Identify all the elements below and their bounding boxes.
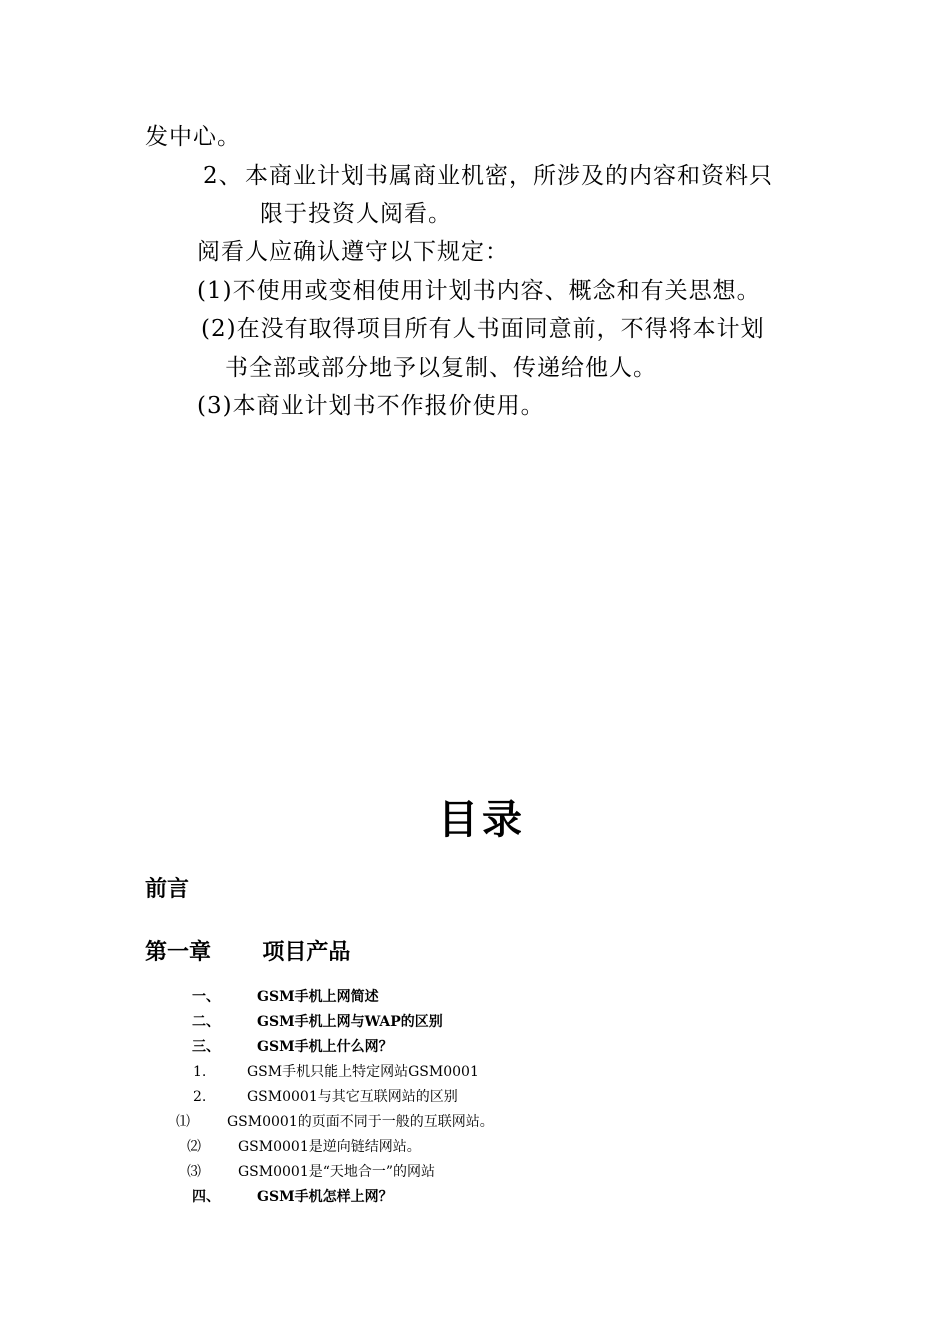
toc-entry-6-num: ⑴ <box>176 1114 190 1130</box>
toc-preface[interactable]: 前言 <box>145 876 190 902</box>
toc-entry-8[interactable] <box>187 1161 435 1181</box>
toc-entry-5-num: 2. <box>193 1089 207 1105</box>
notice-rule-3: (3)本商业计划书不作报价使用。 <box>197 393 545 419</box>
toc-chapter-1-title: 项目产品 <box>262 939 351 965</box>
toc-entry-6[interactable] <box>176 1111 494 1131</box>
toc-entry-3-text: GSM手机上什么网？ <box>257 1039 393 1055</box>
toc-chapter-1-number: 第一章 <box>145 939 212 965</box>
toc-entry-4[interactable] <box>193 1061 479 1081</box>
notice-rule-2: (2)在没有取得项目所有人书面同意前，不得将本计划 <box>201 316 765 342</box>
toc-entry-7[interactable] <box>187 1136 421 1156</box>
toc-entry-4-num: 1. <box>193 1064 207 1080</box>
toc-entry-1-text: GSM手机上网简述 <box>257 989 379 1005</box>
notice-item-2-text: 本商业计划书属商业机密，所涉及的内容和资料只 <box>245 163 773 189</box>
toc-entry-3-num: 三、 <box>192 1039 220 1055</box>
notice-intro: 阅看人应确认遵守以下规定： <box>197 239 509 265</box>
toc-entry-9-text: GSM手机怎样上网？ <box>257 1189 393 1205</box>
toc-entry-7-num: ⑵ <box>187 1139 201 1155</box>
toc-entry-5[interactable] <box>193 1086 458 1106</box>
notice-item-2-cont: 限于投资人阅看。 <box>260 201 452 227</box>
toc-entry-8-num: ⑶ <box>187 1164 201 1180</box>
notice-rule-1: (1)不使用或变相使用计划书内容、概念和有关思想。 <box>197 278 761 304</box>
toc-entry-2[interactable] <box>192 1011 443 1031</box>
toc-entry-8-text: GSM0001是“天地合一”的网站 <box>238 1164 436 1180</box>
toc-entry-1[interactable] <box>192 986 379 1006</box>
toc-entry-2-num: 二、 <box>192 1014 220 1030</box>
toc-entry-9-num: 四、 <box>192 1189 220 1205</box>
toc-entry-4-text: GSM手机只能上特定网站GSM0001 <box>247 1064 479 1080</box>
toc-entry-6-text: GSM0001的页面不同于一般的互联网站。 <box>227 1114 494 1130</box>
toc-entry-7-text: GSM0001是逆向链结网站。 <box>238 1139 421 1155</box>
notice-line-1: 发中心。 <box>145 124 241 150</box>
toc-entry-3[interactable] <box>192 1036 393 1056</box>
toc-entry-9[interactable] <box>192 1186 393 1206</box>
toc-chapter-1[interactable] <box>145 935 350 966</box>
notice-rule-2-cont: 书全部或部分地予以复制、传递给他人。 <box>225 355 657 381</box>
toc-title: 目录 <box>438 796 526 843</box>
toc-entry-2-text: GSM手机上网与WAP的区别 <box>257 1014 443 1030</box>
toc-entry-5-text: GSM0001与其它互联网站的区别 <box>247 1089 458 1105</box>
toc-entry-1-num: 一、 <box>192 989 220 1005</box>
notice-item-2-number: 2、 <box>203 163 243 189</box>
